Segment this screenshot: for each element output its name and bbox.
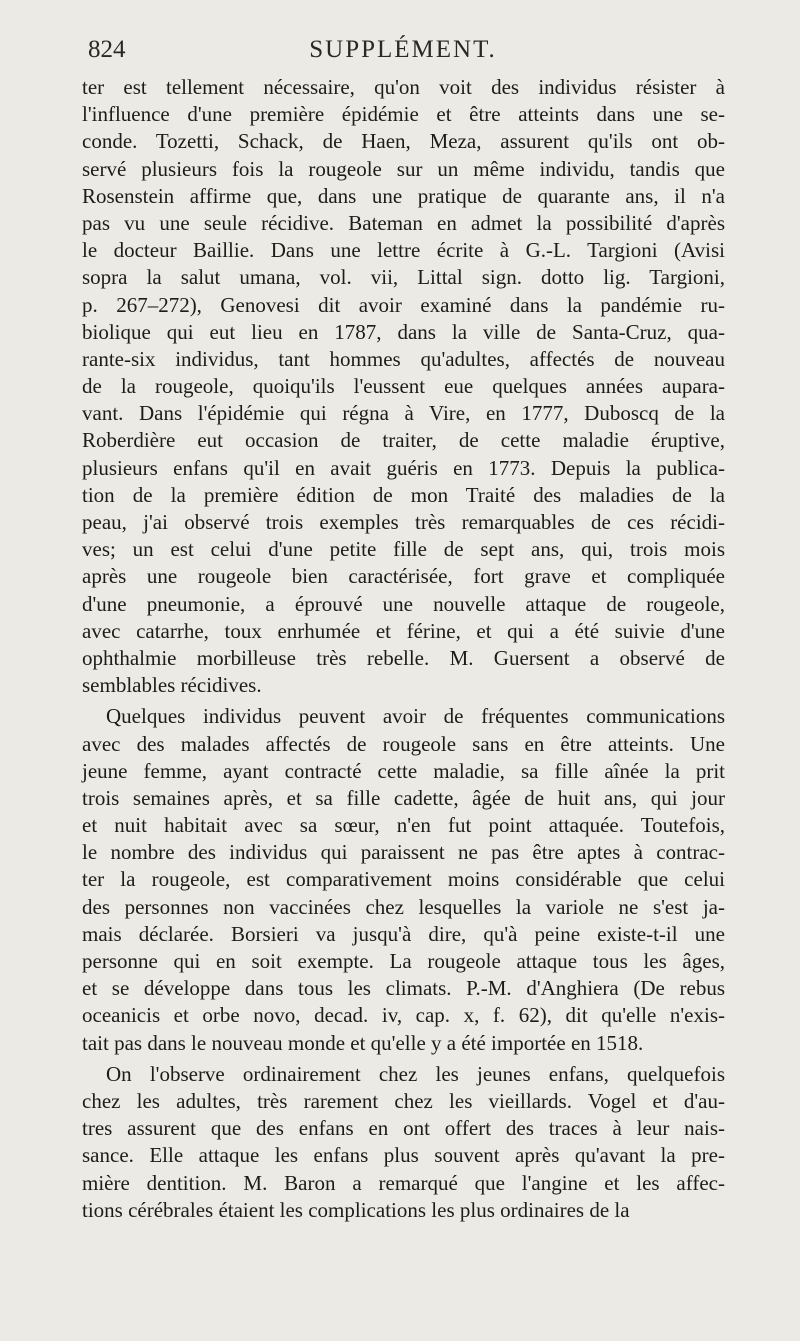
text-line: p. 267–272), Genovesi dit avoir examiné dans la pandémie ru- [82,292,725,317]
text-line: conde. Tozetti, Schack, de Haen, Meza, assurent qu'ils ont ob- [82,129,725,154]
text-line: Rosenstein affirme que, dans une pratique de quarante ans, il n'a [82,183,725,208]
text-line: Quelques individus peuvent avoir de fréquentes communications [106,704,725,729]
text-line: le docteur Baillie. Dans une lettre écrite à G.-L. Targioni (Avisi [82,238,725,263]
text-line: mais déclarée. Borsieri va jusqu'à dire, qu'à peine existe-t-il une [82,921,725,946]
text-line: On l'observe ordinairement chez les jeunes enfans, quelquefois [106,1061,725,1086]
paragraph [82,74,725,699]
text-line: des personnes non vaccinées chez lesquelles la variole ne s'est ja- [82,894,725,919]
paragraph [82,1061,725,1224]
text-line: pas vu une seule récidive. Bateman en admet la possibilité d'après [82,210,725,235]
text-line: ter la rougeole, est comparativement moins considérable que celui [82,867,725,892]
text-line: après une rougeole bien caractérisée, fort grave et compliquée [82,564,725,589]
text-line: et se développe dans tous les climats. P.-M. d'Anghiera (De rebus [82,976,725,1001]
paragraph [82,703,725,1056]
text-line: oceanicis et orbe novo, decad. iv, cap. x, f. 62), dit qu'elle n'exis- [82,1003,725,1028]
text-line: l'influence d'une première épidémie et être atteints dans une se- [82,102,725,127]
text-line: avec des malades affectés de rougeole sans en être atteints. Une [82,731,725,756]
text-line: plusieurs enfans qu'il en avait guéris en 1773. Depuis la publica- [82,455,725,480]
text-line: vant. Dans l'épidémie qui régna à Vire, en 1777, Duboscq de la [82,401,725,426]
text-line: ter est tellement nécessaire, qu'on voit des individus résister à [82,75,725,99]
running-head: SUPPLÉMENT. [309,36,497,63]
text-line: mière dentition. M. Baron a remarqué que l'angine et les affec- [82,1170,725,1195]
text-line: tions cérébrales étaient les complications les plus ordinaires de la [82,1197,630,1222]
text-line: tion de la première édition de mon Traité des maladies de la [82,482,725,507]
text-line: peau, j'ai observé trois exemples très remarquables de ces récidi- [82,510,725,534]
text-line: trois semaines après, et sa fille cadette, âgée de huit ans, qui jour [82,785,725,810]
text-line: de la rougeole, quoiqu'ils l'eussent eue quelques années aupara- [82,374,725,399]
text-line: sopra la salut umana, vol. vii, Littal sign. dotto lig. Targioni, [82,265,725,290]
text-line: tait pas dans le nouveau monde et qu'elle y a été importée en 1518. [82,1030,644,1055]
text-line: servé plusieurs fois la rougeole sur un même individu, tandis que [82,156,725,181]
text-line: sance. Elle attaque les enfans plus souvent après qu'avant la pre- [82,1143,725,1168]
body-text [82,74,725,1224]
text-line: le nombre des individus qui paraissent ne pas être aptes à contrac- [82,840,725,865]
text-line: tres assurent que des enfans en ont offert des traces à leur nais- [82,1116,725,1141]
text-line: chez les adultes, très rarement chez les vieillards. Vogel et d'au- [82,1088,725,1113]
text-line: d'une pneumonie, a éprouvé une nouvelle attaque de rougeole, [82,591,725,616]
text-line: ves; un est celui d'une petite fille de sept ans, qui, trois mois [82,537,725,562]
text-line: semblables récidives. [82,673,262,698]
page-number: 824 [88,36,126,63]
text-line: avec catarrhe, toux enrhumée et férine, et qui a été suivie d'une [82,618,725,643]
text-line: personne qui en soit exempte. La rougeole attaque tous les âges, [82,949,725,973]
page-header [82,36,724,68]
text-line: jeune femme, ayant contracté cette maladie, sa fille aînée la prit [82,758,725,783]
text-line: rante-six individus, tant hommes qu'adultes, affectés de nouveau [82,346,725,371]
text-line: et nuit habitait avec sa sœur, n'en fut point attaquée. Toutefois, [82,813,725,838]
text-line: ophthalmie morbilleuse très rebelle. M. Guersent a observé de [82,645,725,670]
text-line: biolique qui eut lieu en 1787, dans la ville de Santa-Cruz, qua- [82,319,725,344]
text-line: Roberdière eut occasion de traiter, de cette maladie éruptive, [82,428,725,453]
